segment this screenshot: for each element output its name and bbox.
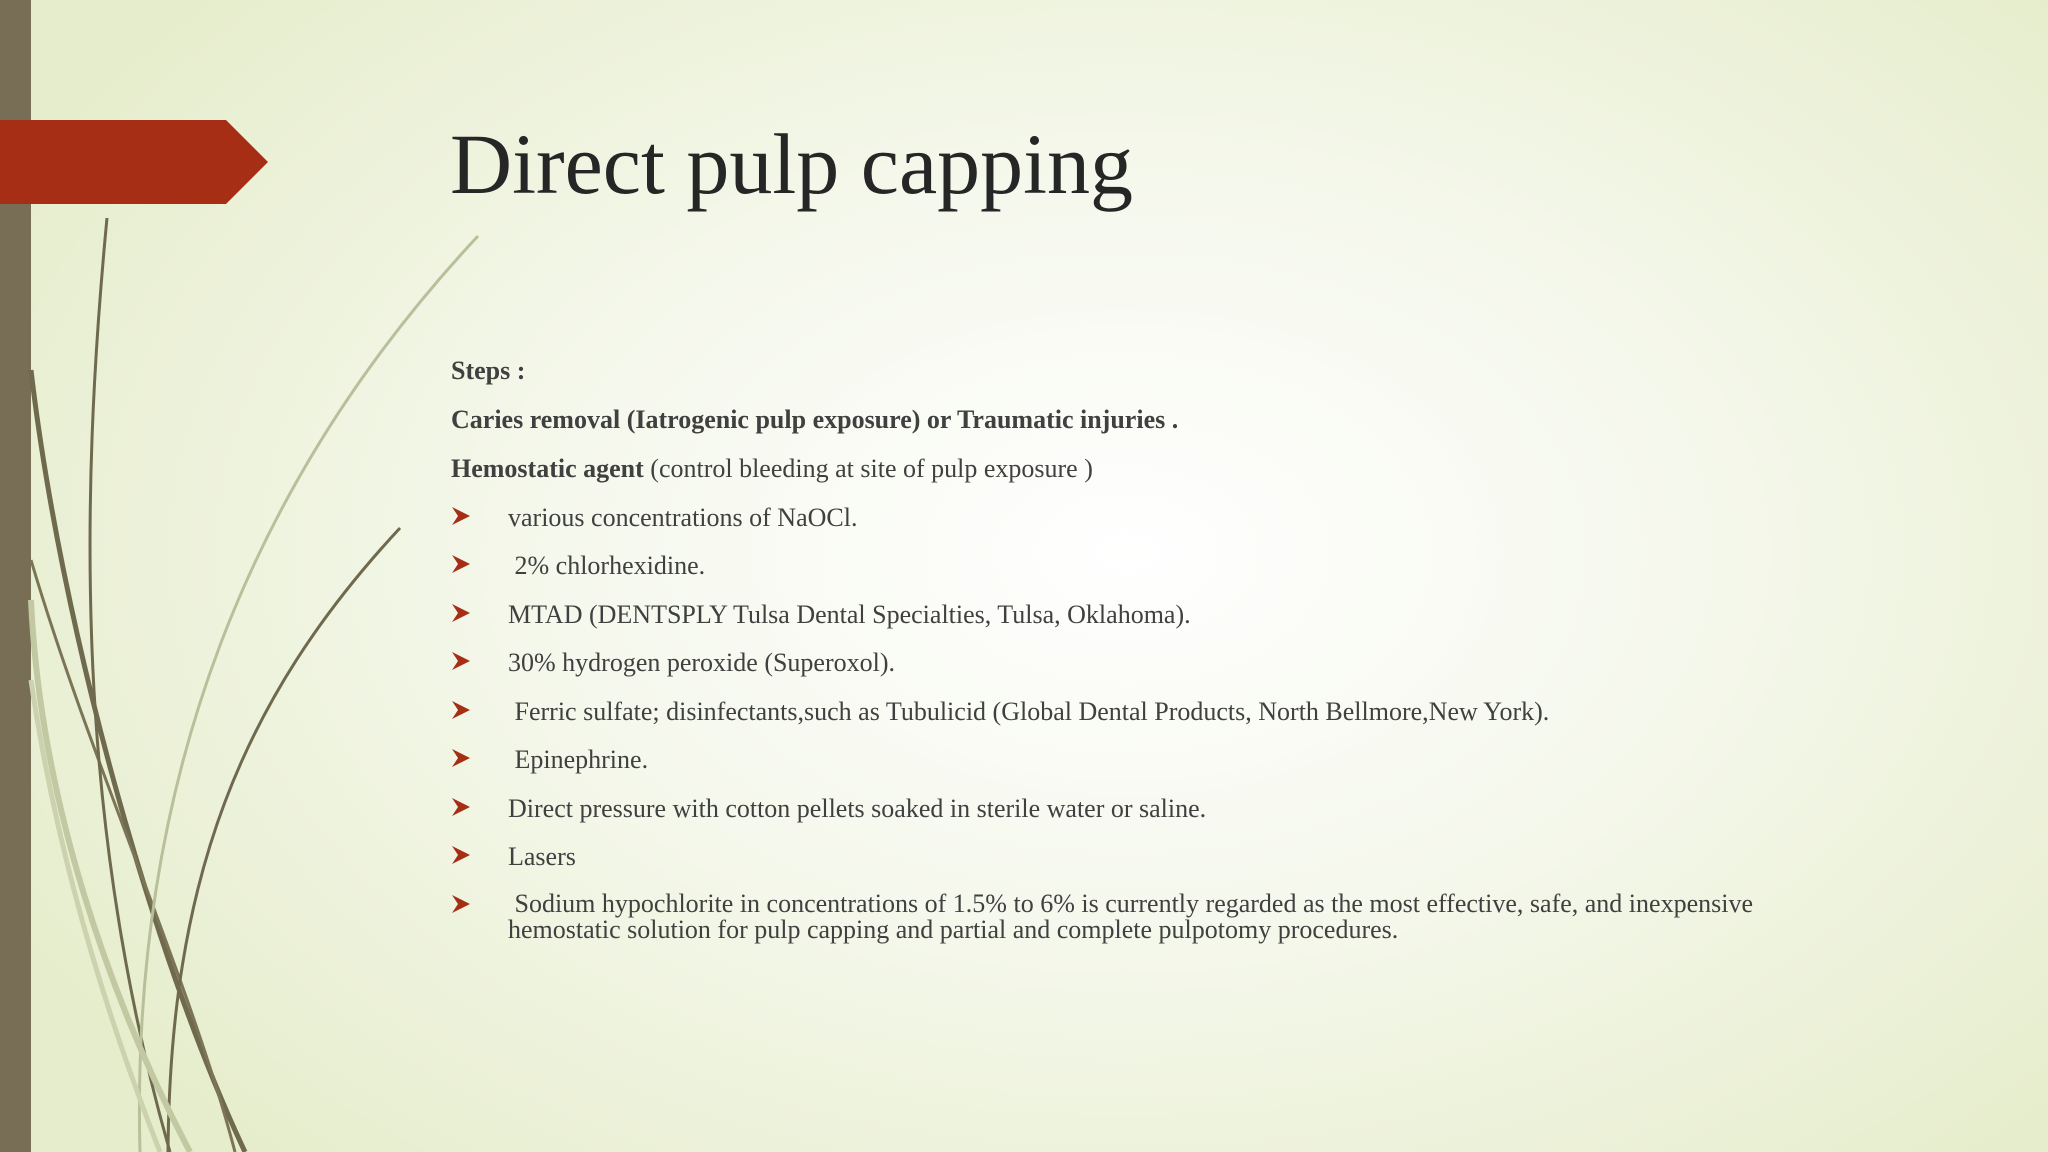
arrow-bullet-icon bbox=[451, 747, 471, 769]
arrow-bullet-icon bbox=[451, 602, 471, 624]
list-item-text: 30% hydrogen peroxide (Superoxol). bbox=[508, 648, 896, 678]
red-arrow-tab bbox=[0, 120, 268, 204]
hemostatic-note: (control bleeding at site of pulp exposure ) bbox=[643, 453, 1093, 483]
arrow-bullet-icon bbox=[451, 699, 471, 721]
arrow-bullet-icon bbox=[451, 796, 471, 818]
list-item bbox=[451, 600, 1871, 630]
list-item bbox=[451, 503, 1871, 533]
steps-heading: Steps : bbox=[451, 356, 526, 385]
list-item bbox=[451, 842, 1871, 872]
slide-title: Direct pulp capping bbox=[450, 116, 1134, 212]
list-item-text: Lasers bbox=[508, 842, 576, 872]
caries-removal-line: Caries removal (Iatrogenic pulp exposure) or Traumatic injuries . bbox=[451, 404, 1179, 434]
list-item-text: 2% chlorhexidine. bbox=[508, 551, 706, 581]
hemostatic-label: Hemostatic agent bbox=[451, 453, 644, 483]
list-item bbox=[451, 794, 1871, 824]
list-item bbox=[451, 745, 1871, 775]
list-item bbox=[451, 648, 1871, 678]
arrow-bullet-icon bbox=[451, 844, 471, 866]
list-item bbox=[451, 551, 1871, 581]
hemostatic-line bbox=[451, 454, 1871, 484]
list-item-text: Sodium hypochlorite in concentrations of 1.5% to 6% is currently regarded as the most effective, safe, and inexpensive hemostatic solution for pulp capping and partial and complete pulpotomy procedures. bbox=[508, 888, 1760, 944]
list-item bbox=[451, 697, 1871, 727]
arrow-bullet-icon bbox=[451, 505, 471, 527]
list-item-text: various concentrations of NaOCl. bbox=[508, 502, 858, 532]
list-item-text: Ferric sulfate; disinfectants,such as Tubulicid (Global Dental Products, North Bellmore,New York). bbox=[508, 696, 1550, 726]
slide-body bbox=[451, 356, 1871, 961]
list-item bbox=[451, 888, 1871, 944]
hemostatic-agent-list bbox=[451, 503, 1871, 943]
arrow-bullet-icon bbox=[451, 650, 471, 672]
arrow-bullet-icon bbox=[451, 553, 471, 575]
arrow-bullet-icon bbox=[451, 893, 471, 915]
list-item-text: MTAD (DENTSPLY Tulsa Dental Specialties, Tulsa, Oklahoma). bbox=[508, 599, 1191, 629]
list-item-text: Epinephrine. bbox=[508, 745, 649, 775]
list-item-text: Direct pressure with cotton pellets soaked in sterile water or saline. bbox=[508, 793, 1207, 823]
